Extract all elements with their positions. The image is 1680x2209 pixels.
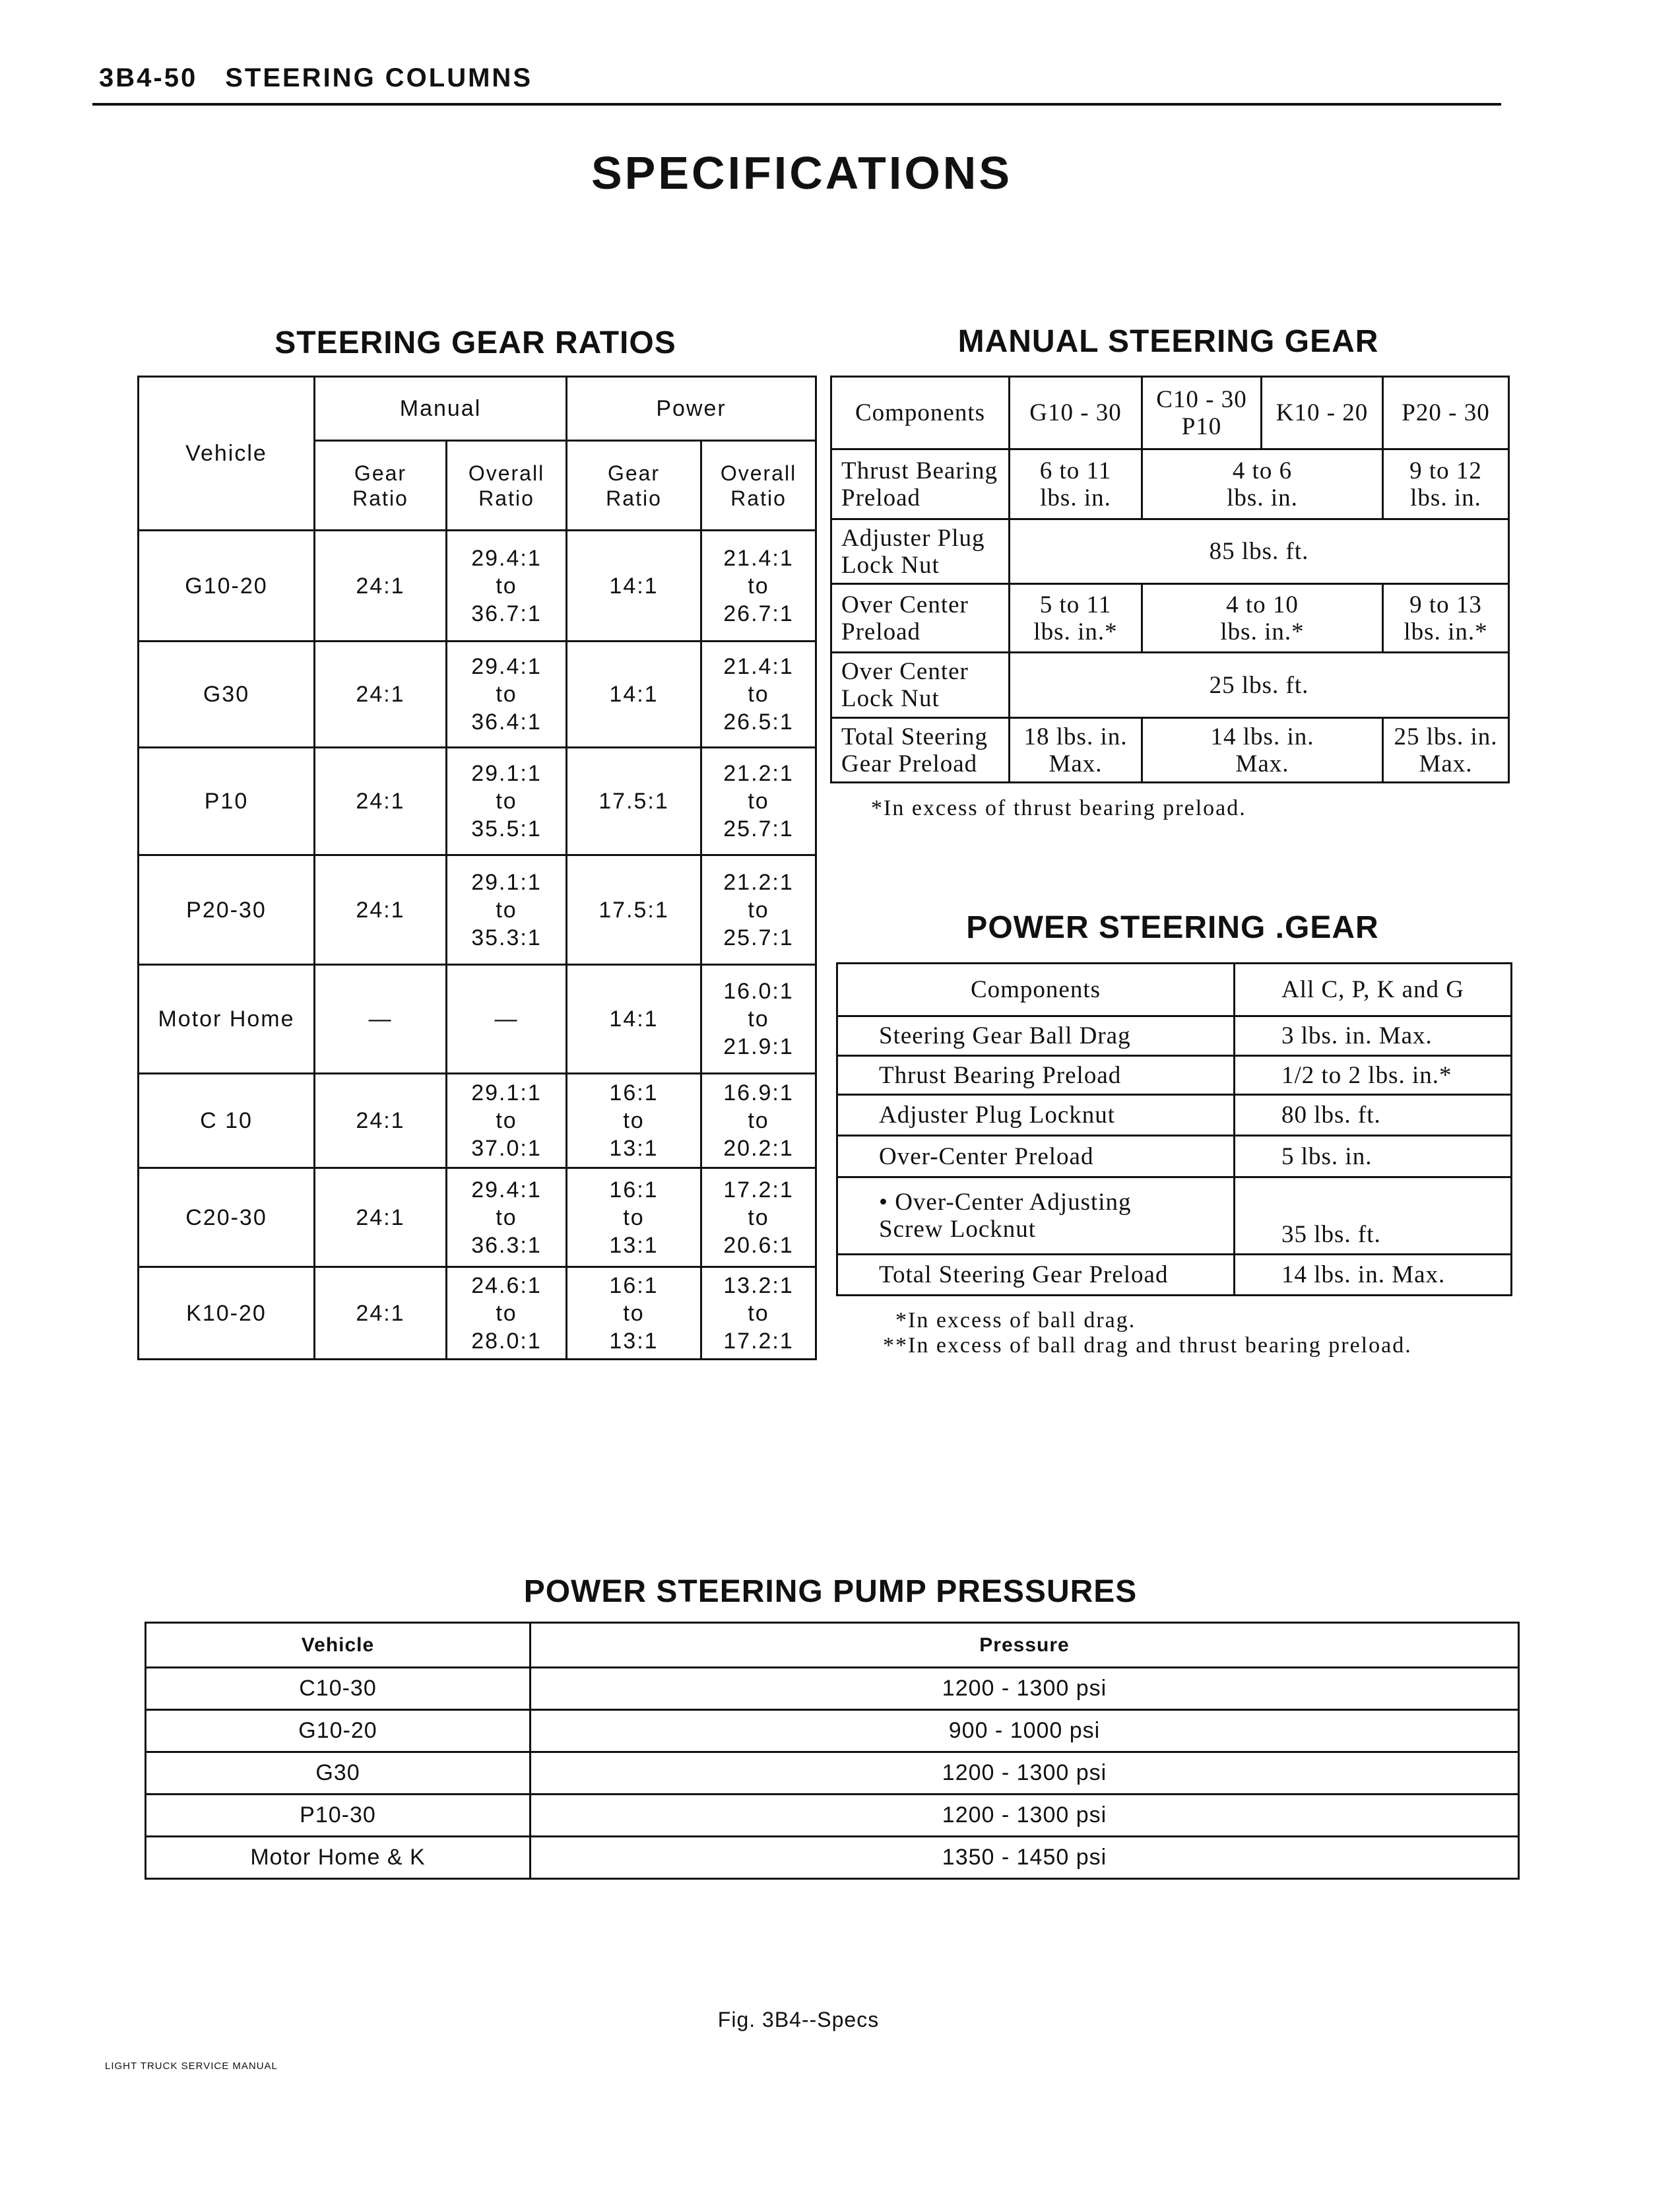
table-row: [139, 1168, 816, 1267]
header-rule: [92, 103, 1501, 106]
pump-table: [145, 1622, 1520, 1880]
m-gear-cell: 24:1: [315, 855, 447, 965]
component-cell: Steering Gear Ball Drag: [837, 1016, 1235, 1056]
header-vehicle: Vehicle: [139, 377, 315, 531]
cell: 9 to 12 lbs. in.: [1383, 449, 1509, 519]
m-overall-cell: 29.4:1 to 36.7:1: [447, 531, 567, 642]
p-overall-cell: 21.4:1 to 26.5:1: [701, 642, 816, 748]
cell: 4 to 6 lbs. in.: [1142, 449, 1383, 519]
vehicle-cell: G10-20: [146, 1710, 531, 1752]
header-g10-30: G10 - 30: [1010, 377, 1142, 449]
vehicle-cell: C20-30: [139, 1168, 315, 1267]
pressure-cell: 1350 - 1450 psi: [531, 1837, 1519, 1879]
vehicle-cell: K10-20: [139, 1267, 315, 1360]
component-cell: Total Steering Gear Preload: [837, 1255, 1235, 1296]
table-row: [146, 1837, 1519, 1879]
table-row: [146, 1795, 1519, 1837]
manual-gear-title: MANUAL STEERING GEAR: [957, 324, 1379, 359]
table-row: [831, 449, 1509, 519]
vehicle-cell: C10-30: [146, 1668, 531, 1710]
vehicle-cell: G30: [146, 1752, 531, 1795]
header-components: Components: [831, 377, 1010, 449]
row-label: Total Steering Gear Preload: [831, 718, 1010, 783]
manual-gear-table: [830, 376, 1510, 783]
table-row: [139, 531, 816, 642]
table-row: [139, 748, 816, 855]
value-cell: 5 lbs. in.: [1235, 1136, 1512, 1177]
header-pressure: Pressure: [531, 1623, 1519, 1668]
m-overall-cell: 29.4:1 to 36.3:1: [447, 1168, 567, 1267]
cell: 14 lbs. in. Max.: [1142, 718, 1383, 783]
header-components: Components: [837, 964, 1235, 1016]
table-row: [831, 584, 1509, 653]
vehicle-cell: P10-30: [146, 1795, 531, 1837]
m-gear-cell: 24:1: [315, 531, 447, 642]
value-cell: 1/2 to 2 lbs. in.*: [1235, 1056, 1512, 1095]
value-cell: 3 lbs. in. Max.: [1235, 1016, 1512, 1056]
gear-ratios-title: STEERING GEAR RATIOS: [275, 325, 676, 360]
p-gear-cell: 14:1: [567, 642, 701, 748]
cell: 85 lbs. ft.: [1010, 519, 1509, 584]
p-gear-cell: 14:1: [567, 531, 701, 642]
p-overall-cell: 21.4:1 to 26.7:1: [701, 531, 816, 642]
header-manual-overall: Overall Ratio: [447, 441, 567, 531]
page-header: [99, 63, 560, 93]
p-gear-cell: 16:1 to 13:1: [567, 1074, 701, 1168]
p-overall-cell: 17.2:1 to 20.6:1: [701, 1168, 816, 1267]
cell: 4 to 10 lbs. in.*: [1142, 584, 1383, 653]
header-power: Power: [567, 377, 816, 441]
row-label: Adjuster Plug Lock Nut: [831, 519, 1010, 584]
table-row: [139, 855, 816, 965]
table-row: [139, 642, 816, 748]
pressure-cell: 900 - 1000 psi: [531, 1710, 1519, 1752]
table-row: [139, 965, 816, 1074]
m-gear-cell: 24:1: [315, 748, 447, 855]
m-overall-cell: —: [447, 965, 567, 1074]
p-gear-cell: 16:1 to 13:1: [567, 1267, 701, 1360]
p-gear-cell: 17.5:1: [567, 748, 701, 855]
vehicle-cell: Motor Home & K: [146, 1837, 531, 1879]
cell: 25 lbs. ft.: [1010, 653, 1509, 718]
pump-title: POWER STEERING PUMP PRESSURES: [523, 1574, 1138, 1609]
value-cell: 80 lbs. ft.: [1235, 1095, 1512, 1136]
header-vehicle: Vehicle: [146, 1623, 531, 1668]
pressure-cell: 1200 - 1300 psi: [531, 1752, 1519, 1795]
section-name: STEERING COLUMNS: [225, 63, 533, 92]
header-p20-30: P20 - 30: [1383, 377, 1509, 449]
m-gear-cell: 24:1: [315, 642, 447, 748]
header-all-models: All C, P, K and G: [1235, 964, 1512, 1016]
header-manual-gear: Gear Ratio: [315, 441, 447, 531]
cell: 5 to 11 lbs. in.*: [1010, 584, 1142, 653]
table-row: [831, 519, 1509, 584]
vehicle-cell: G30: [139, 642, 315, 748]
cell: 9 to 13 lbs. in.*: [1383, 584, 1509, 653]
m-overall-cell: 29.1:1 to 35.5:1: [447, 748, 567, 855]
table-row: [837, 1016, 1512, 1056]
table-row: [139, 1074, 816, 1168]
p-gear-cell: 16:1 to 13:1: [567, 1168, 701, 1267]
m-overall-cell: 29.1:1 to 37.0:1: [447, 1074, 567, 1168]
component-cell: Over-Center Preload: [837, 1136, 1235, 1177]
power-gear-title: POWER STEERING .GEAR: [966, 910, 1379, 945]
table-row: [837, 1095, 1512, 1136]
table-row: [146, 1752, 1519, 1795]
header-k10-20: K10 - 20: [1262, 377, 1383, 449]
m-gear-cell: —: [315, 965, 447, 1074]
p-overall-cell: 16.9:1 to 20.2:1: [701, 1074, 816, 1168]
value-cell: 35 lbs. ft.: [1235, 1177, 1512, 1255]
table-row: [837, 1177, 1512, 1255]
row-label: Over Center Preload: [831, 584, 1010, 653]
m-gear-cell: 24:1: [315, 1267, 447, 1360]
cell: 25 lbs. in. Max.: [1383, 718, 1509, 783]
cell: 18 lbs. in. Max.: [1010, 718, 1142, 783]
header-power-gear: Gear Ratio: [567, 441, 701, 531]
manual-gear-footnote: *In excess of thrust bearing preload.: [871, 796, 1246, 820]
cell: 6 to 11 lbs. in.: [1010, 449, 1142, 519]
m-overall-cell: 29.1:1 to 35.3:1: [447, 855, 567, 965]
component-cell: Thrust Bearing Preload: [837, 1056, 1235, 1095]
figure-caption: Fig. 3B4--Specs: [717, 2008, 880, 2031]
header-manual: Manual: [315, 377, 567, 441]
vehicle-cell: P10: [139, 748, 315, 855]
table-row: [837, 1136, 1512, 1177]
table-row: [831, 718, 1509, 783]
component-cell: Adjuster Plug Locknut: [837, 1095, 1235, 1136]
header-power-overall: Overall Ratio: [701, 441, 816, 531]
vehicle-cell: C 10: [139, 1074, 315, 1168]
power-gear-table: [836, 962, 1512, 1296]
table-row: [837, 1255, 1512, 1296]
p-overall-cell: 16.0:1 to 21.9:1: [701, 965, 816, 1074]
vehicle-cell: P20-30: [139, 855, 315, 965]
p-gear-cell: 17.5:1: [567, 855, 701, 965]
component-cell: • Over-Center Adjusting Screw Locknut: [837, 1177, 1235, 1255]
value-cell: 14 lbs. in. Max.: [1235, 1255, 1512, 1296]
page-number: 3B4-50: [99, 63, 198, 92]
table-row: [831, 653, 1509, 718]
p-overall-cell: 21.2:1 to 25.7:1: [701, 748, 816, 855]
page-title: SPECIFICATIONS: [591, 147, 1013, 199]
power-footnote-1: *In excess of ball drag.: [895, 1308, 1136, 1333]
m-overall-cell: 24.6:1 to 28.0:1: [447, 1267, 567, 1360]
table-row: [146, 1710, 1519, 1752]
footer: LIGHT TRUCK SERVICE MANUAL: [105, 2061, 278, 2072]
gear-ratios-table: [137, 376, 817, 1360]
p-gear-cell: 14:1: [567, 965, 701, 1074]
header-c10-30-p10: C10 - 30 P10: [1142, 377, 1262, 449]
p-overall-cell: 21.2:1 to 25.7:1: [701, 855, 816, 965]
pressure-cell: 1200 - 1300 psi: [531, 1795, 1519, 1837]
table-row: [837, 1056, 1512, 1095]
row-label: Thrust Bearing Preload: [831, 449, 1010, 519]
m-gear-cell: 24:1: [315, 1074, 447, 1168]
vehicle-cell: Motor Home: [139, 965, 315, 1074]
m-overall-cell: 29.4:1 to 36.4:1: [447, 642, 567, 748]
m-gear-cell: 24:1: [315, 1168, 447, 1267]
pressure-cell: 1200 - 1300 psi: [531, 1668, 1519, 1710]
table-row: [139, 1267, 816, 1360]
vehicle-cell: G10-20: [139, 531, 315, 642]
power-footnote-2: **In excess of ball drag and thrust bearing preload.: [883, 1333, 1412, 1358]
p-overall-cell: 13.2:1 to 17.2:1: [701, 1267, 816, 1360]
table-row: [146, 1668, 1519, 1710]
row-label: Over Center Lock Nut: [831, 653, 1010, 718]
